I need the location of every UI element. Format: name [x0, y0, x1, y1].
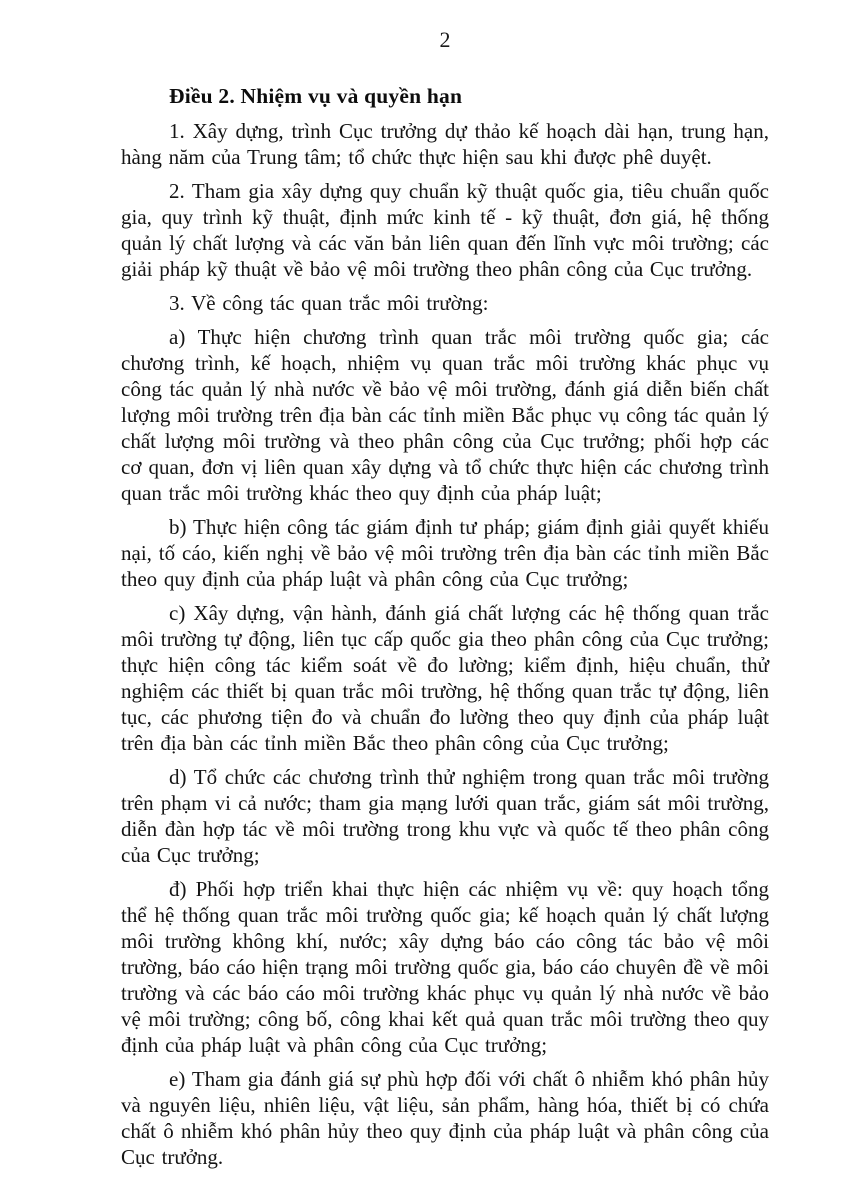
document-paragraph: 3. Về công tác quan trắc môi trường: — [169, 291, 489, 315]
document-paragraph: e) Tham gia đánh giá sự phù hợp đối với chất ô nhiễm khó phân hủy và nguyên liệu, nhiên liệu, vật liệu, sản phẩm, hàng hóa, thiết bị có chứa chất ô nhiễm khó phân hủy theo quy định của pháp luật và phân công của Cục trưởng. — [121, 1067, 769, 1169]
document-paragraph: c) Xây dựng, vận hành, đánh giá chất lượng các hệ thống quan trắc môi trường tự động, liên tục cấp quốc gia theo phân công của Cục trưởng; thực hiện công tác kiểm soát về đo lường; kiểm định, hiệu chuẩn, thử nghiệm các thiết bị quan trắc môi trường, hệ thống quan trắc tự động, liên tục, các phương tiện đo và chuẩn đo lường theo quy định của pháp luật trên địa bàn các tỉnh miền Bắc theo phân công của Cục trưởng; — [121, 601, 769, 755]
page-number: 2 — [439, 27, 451, 52]
document-paragraph: 1. Xây dựng, trình Cục trưởng dự thảo kế hoạch dài hạn, trung hạn, hàng năm của Trung tâm; tổ chức thực hiện sau khi được phê duyệt. — [121, 119, 769, 169]
article-heading: Điều 2. Nhiệm vụ và quyền hạn — [169, 84, 463, 108]
document-paragraph: b) Thực hiện công tác giám định tư pháp; giám định giải quyết khiếu nại, tố cáo, kiến nghị về bảo vệ môi trường trên địa bàn các tỉnh miền Bắc theo quy định của pháp luật và phân công của Cục trưởng; — [121, 515, 769, 591]
document-text-block — [121, 28, 769, 1170]
document-paragraph: a) Thực hiện chương trình quan trắc môi trường quốc gia; các chương trình, kế hoạch, nhiệm vụ quan trắc môi trường khác phục vụ công tác quản lý nhà nước về bảo vệ môi trường, đánh giá diễn biến chất lượng môi trường trên địa bàn các tỉnh miền Bắc phục vụ công tác quản lý chất lượng môi trường và theo phân công của Cục trưởng; phối hợp các cơ quan, đơn vị liên quan xây dựng và tổ chức thực hiện các chương trình quan trắc môi trường khác theo quy định của pháp luật; — [121, 325, 769, 505]
document-paragraph: đ) Phối hợp triển khai thực hiện các nhiệm vụ về: quy hoạch tổng thể hệ thống quan trắc môi trường quốc gia; kế hoạch quản lý chất lượng môi trường không khí, nước; xây dựng báo cáo công tác bảo vệ môi trường, báo cáo hiện trạng môi trường quốc gia, báo cáo chuyên đề về môi trường và các báo cáo môi trường khác phục vụ quản lý nhà nước về bảo vệ môi trường; công bố, công khai kết quả quan trắc môi trường theo quy định của pháp luật và phân công của Cục trưởng; — [121, 877, 769, 1057]
document-paragraph: 2. Tham gia xây dựng quy chuẩn kỹ thuật quốc gia, tiêu chuẩn quốc gia, quy trình kỹ thuật, định mức kinh tế - kỹ thuật, đơn giá, hệ thống quản lý chất lượng và các văn bản liên quan đến lĩnh vực môi trường; các giải pháp kỹ thuật về bảo vệ môi trường theo phân công của Cục trưởng. — [121, 179, 769, 281]
paragraph-list — [121, 118, 769, 1170]
document-paragraph: d) Tổ chức các chương trình thử nghiệm trong quan trắc môi trường trên phạm vi cả nước; tham gia mạng lưới quan trắc, giám sát môi trường, diễn đàn hợp tác về môi trường trong khu vực và quốc tế theo phân công của Cục trưởng; — [121, 765, 769, 867]
